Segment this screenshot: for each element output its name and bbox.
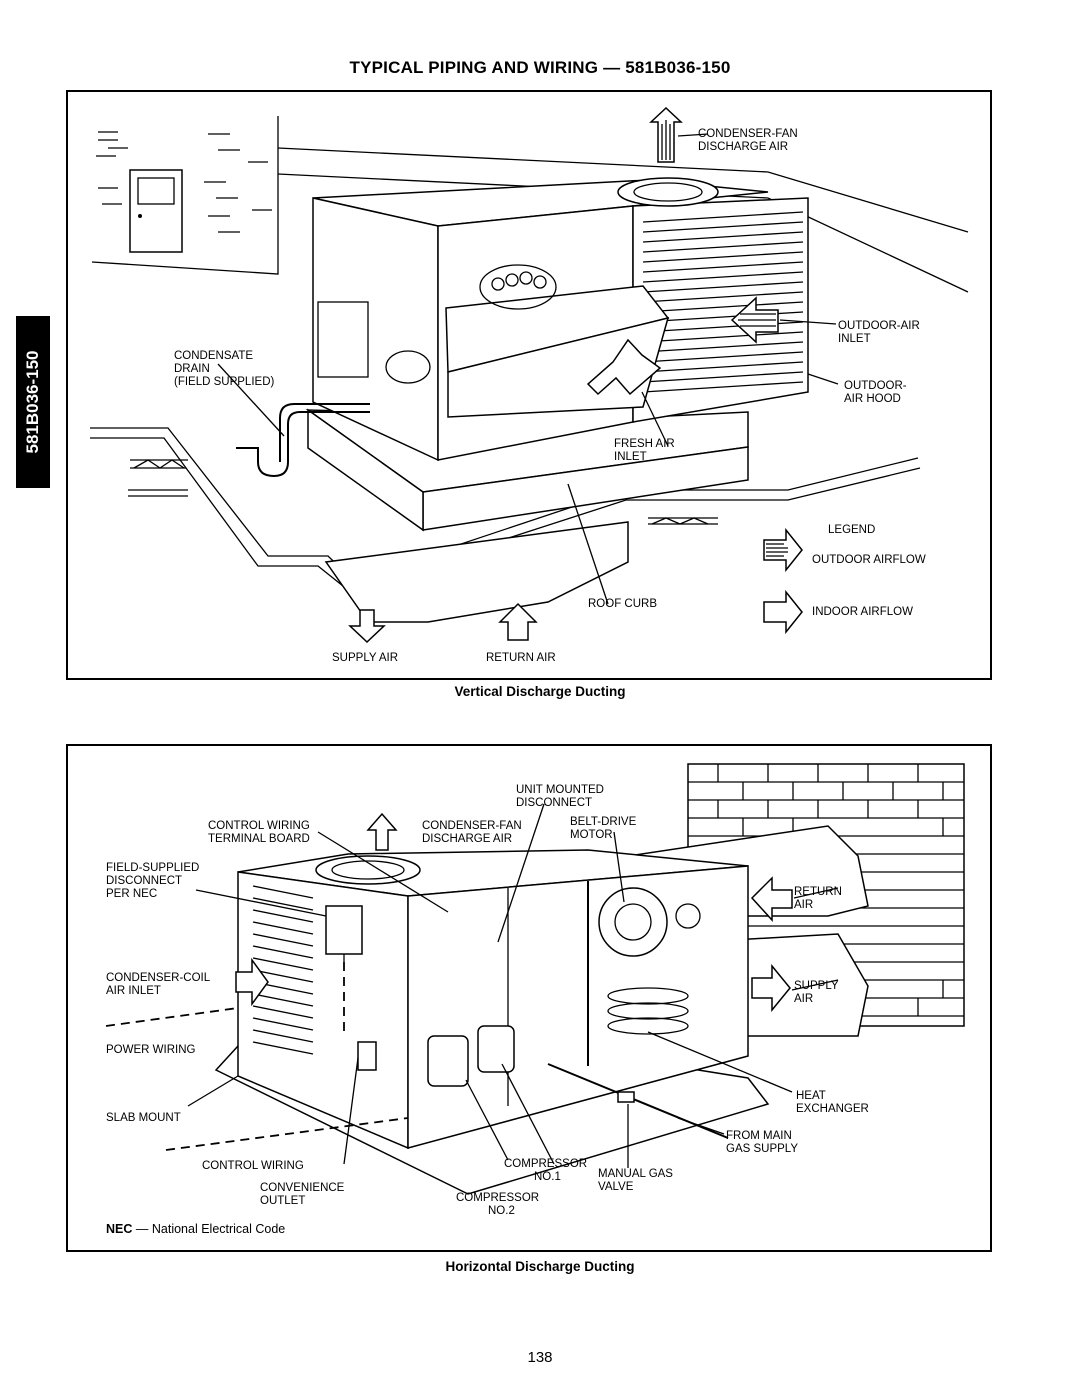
legend-outdoor-airflow: OUTDOOR AIRFLOW <box>812 554 926 566</box>
label-heat-exchanger: HEAT EXCHANGER <box>796 1090 869 1115</box>
page-number: 138 <box>527 1349 553 1366</box>
horizontal-discharge-figure <box>66 744 992 1252</box>
page-title: TYPICAL PIPING AND WIRING — 581B036-150 <box>349 58 731 77</box>
nec-footnote <box>106 1222 285 1236</box>
label-belt-drive-motor: BELT-DRIVE MOTOR <box>570 816 637 841</box>
label-unit-mounted-disconnect: UNIT MOUNTED DISCONNECT <box>516 784 604 809</box>
label-condenser-fan-discharge-air: CONDENSER-FAN DISCHARGE AIR <box>422 820 522 845</box>
label-condensate-drain: CONDENSATE DRAIN (FIELD SUPPLIED) <box>174 350 275 388</box>
label-condenser-coil-air-inlet: CONDENSER-COIL AIR INLET <box>106 972 211 997</box>
label-outdoor-air-hood: OUTDOOR- AIR HOOD <box>844 380 907 405</box>
label-control-wiring: CONTROL WIRING <box>202 1160 304 1172</box>
bottom-figure-caption: Horizontal Discharge Ducting <box>445 1259 635 1274</box>
legend-indoor-airflow: INDOOR AIRFLOW <box>812 606 913 618</box>
label-return-air: RETURN AIR <box>486 652 556 664</box>
label-condenser-fan-discharge: CONDENSER-FAN DISCHARGE AIR <box>698 128 798 153</box>
label-slab-mount: SLAB MOUNT <box>106 1112 181 1124</box>
label-power-wiring: POWER WIRING <box>106 1044 196 1056</box>
label-supply-air: SUPPLY AIR <box>332 652 399 664</box>
label-outdoor-air-inlet: OUTDOOR-AIR INLET <box>838 320 920 345</box>
label-from-main-gas-supply: FROM MAIN GAS SUPPLY <box>726 1130 799 1155</box>
top-figure-caption: Vertical Discharge Ducting <box>454 684 626 699</box>
label-control-wiring-terminal-board: CONTROL WIRING TERMINAL BOARD <box>208 820 310 845</box>
label-return-air: RETURN AIR <box>794 886 842 911</box>
legend-title: LEGEND <box>828 524 876 536</box>
vertical-discharge-figure <box>66 90 992 680</box>
label-fresh-air-inlet: FRESH AIR INLET <box>614 438 675 463</box>
label-supply-air: SUPPLY AIR <box>794 980 839 1005</box>
nec-text: — National Electrical Code <box>135 1222 286 1236</box>
side-tab-label: 581B036-150 <box>23 350 42 454</box>
label-manual-gas-valve: MANUAL GAS VALVE <box>598 1168 673 1193</box>
label-compressor-no2: COMPRESSOR NO.2 <box>456 1192 540 1217</box>
label-field-supplied-disconnect: FIELD-SUPPLIED DISCONNECT PER NEC <box>106 862 200 900</box>
nec-abbrev: NEC <box>106 1222 133 1236</box>
label-compressor-no1: COMPRESSOR NO.1 <box>504 1158 588 1183</box>
label-roof-curb: ROOF CURB <box>588 598 657 610</box>
side-tab <box>16 316 50 488</box>
label-convenience-outlet: CONVENIENCE OUTLET <box>260 1182 345 1207</box>
